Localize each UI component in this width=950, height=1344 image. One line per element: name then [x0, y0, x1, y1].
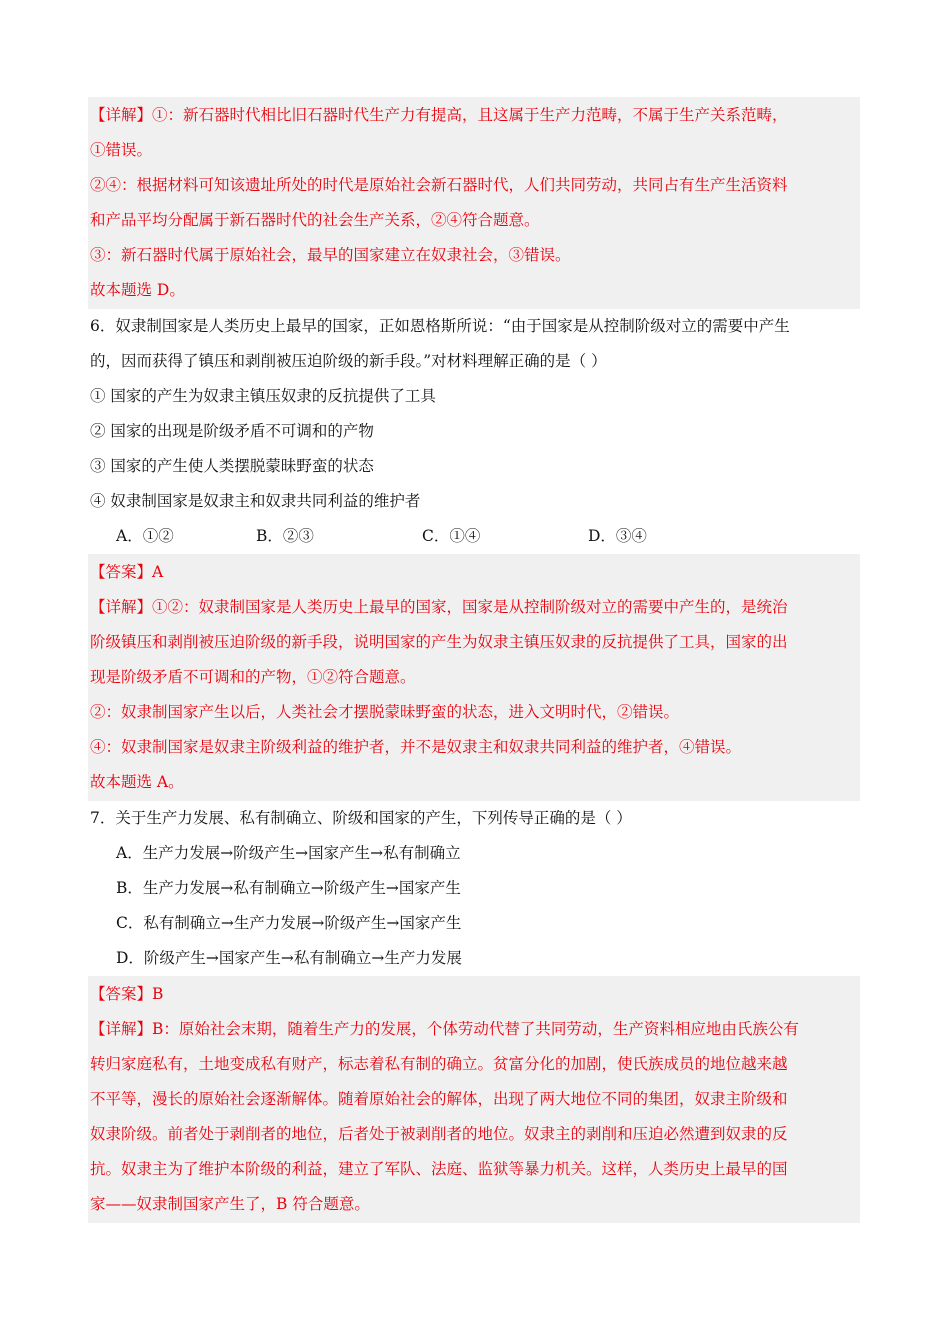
statement: ④ 奴隶制国家是奴隶主和奴隶共同利益的维护者 — [90, 492, 421, 510]
detail-line: 和产品平均分配属于新石器时代的社会生产关系，②④符合题意。 — [90, 211, 540, 229]
document-page — [90, 97, 860, 1223]
question-stem: 6．奴隶制国家是人类历史上最早的国家，正如恩格斯所说：“由于国家是从控制阶级对立的需要中产生 — [90, 317, 790, 335]
question-7 — [90, 801, 860, 976]
detail-line: 奴隶阶级。前者处于剥削者的地位，后者处于被剥削者的地位。奴隶主的剥削和压迫必然遭到奴隶的反 — [90, 1125, 788, 1143]
question-6 — [90, 309, 860, 554]
detail-line: 阶级镇压和剥削被压迫阶级的新手段，说明国家的产生为奴隶主镇压奴隶的反抗提供了工具，国家的出 — [90, 633, 788, 651]
detail-line: 现是阶级矛盾不可调和的产物，①②符合题意。 — [90, 668, 416, 686]
statement: ① 国家的产生为奴隶主镇压奴隶的反抗提供了工具 — [90, 387, 436, 405]
detail-line: ①错误。 — [90, 141, 153, 159]
question-stem: 的，因而获得了镇压和剥削被压迫阶级的新手段。”对材料理解正确的是（ ） — [90, 352, 607, 370]
detail-line: 【详解】B：原始社会末期，随着生产力的发展，个体劳动代替了共同劳动，生产资料相应地由氏族公有 — [90, 1020, 799, 1038]
statement: ③ 国家的产生使人类摆脱蒙昧野蛮的状态 — [90, 457, 374, 475]
option-c: C．①④ — [422, 527, 481, 545]
option-d: D．阶级产生→国家产生→私有制确立→生产力发展 — [116, 949, 462, 967]
detail-line: ③：新石器时代属于原始社会，最早的国家建立在奴隶社会，③错误。 — [90, 246, 571, 264]
detail-line: 故本题选 D。 — [90, 281, 185, 299]
options-row — [90, 519, 860, 554]
detail-line: 抗。奴隶主为了维护本阶级的利益，建立了军队、法庭、监狱等暴力机关。这样，人类历史上最早的国 — [90, 1160, 788, 1178]
detail-line: ②：奴隶制国家产生以后，人类社会才摆脱蒙昧野蛮的状态，进入文明时代，②错误。 — [90, 703, 680, 721]
option-d: D．③④ — [588, 527, 647, 545]
answer-line: 【答案】B — [90, 985, 164, 1003]
detail-line: 转归家庭私有，土地变成私有财产，标志着私有制的确立。贫富分化的加剧，使氏族成员的地位越来越 — [90, 1055, 788, 1073]
question-stem: 7．关于生产力发展、私有制确立、阶级和国家的产生，下列传导正确的是（ ） — [90, 809, 632, 827]
detail-line: ②④：根据材料可知该遗址所处的时代是原始社会新石器时代，人们共同劳动，共同占有生产生活资料 — [90, 176, 788, 194]
q6-answer-box — [88, 554, 860, 801]
answer-line: 【答案】A — [90, 563, 164, 581]
detail-line: 【详解】①：新石器时代相比旧石器时代生产力有提高，且这属于生产力范畴，不属于生产关系范畴， — [90, 106, 788, 124]
detail-line: 家——奴隶制国家产生了，B 符合题意。 — [90, 1195, 370, 1213]
option-a: A．①② — [116, 527, 174, 545]
q5-detail-box — [88, 97, 860, 309]
option-b: B．②③ — [256, 527, 314, 545]
detail-line: 故本题选 A。 — [90, 773, 184, 791]
option-a: A．生产力发展→阶级产生→国家产生→私有制确立 — [116, 844, 461, 862]
detail-line: 【详解】①②：奴隶制国家是人类历史上最早的国家，国家是从控制阶级对立的需要中产生的，是统治 — [90, 598, 788, 616]
q7-answer-box — [88, 976, 860, 1223]
option-c: C．私有制确立→生产力发展→阶级产生→国家产生 — [116, 914, 462, 932]
detail-line: 不平等，漫长的原始社会逐渐解体。随着原始社会的解体，出现了两大地位不同的集团，奴隶主阶级和 — [90, 1090, 788, 1108]
statement: ② 国家的出现是阶级矛盾不可调和的产物 — [90, 422, 374, 440]
option-b: B．生产力发展→私有制确立→阶级产生→国家产生 — [116, 879, 461, 897]
detail-line: ④：奴隶制国家是奴隶主阶级利益的维护者，并不是奴隶主和奴隶共同利益的维护者，④错误。 — [90, 738, 742, 756]
